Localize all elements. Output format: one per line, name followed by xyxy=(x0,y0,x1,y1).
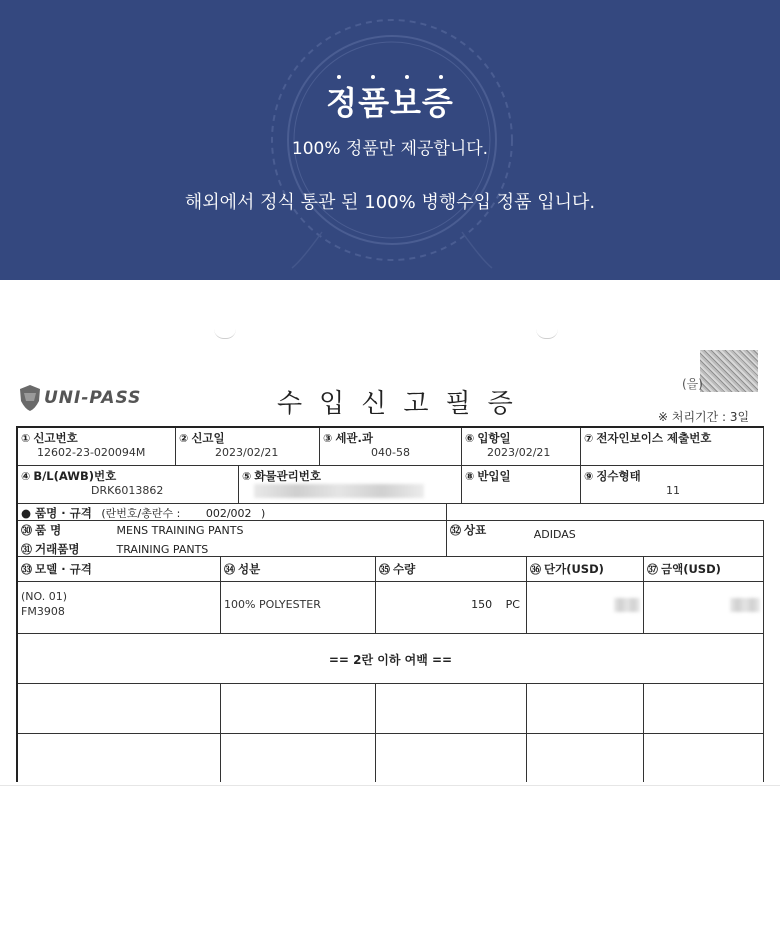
declaration-date: 2023/02/21 xyxy=(215,446,279,459)
col-unit-price: ㊱ 단가(USD) xyxy=(527,557,644,581)
item-header-row xyxy=(18,504,764,521)
blurred-stamp-area xyxy=(700,350,758,392)
logo-text: UNI-PASS xyxy=(44,388,142,408)
arrival-date-cell: ⑥ 입항일 2023/02/21 xyxy=(462,428,581,465)
item-name-row xyxy=(18,521,764,557)
quantity-cell xyxy=(376,582,527,633)
declaration-number-cell: ① 신고번호 12602-23-020094M xyxy=(18,428,176,465)
collection-type-cell: ⑨ 징수형태 11 xyxy=(581,466,764,503)
processing-period: ※ 처리기간 : 3일 xyxy=(658,410,750,424)
col-quantity: ㉟ 수량 xyxy=(376,557,527,581)
amount-cell xyxy=(644,582,764,633)
declaration-date-cell: ② 신고일 2023/02/21 xyxy=(176,428,320,465)
e-invoice-cell: ⑦ 전자인보이스 제출번호 xyxy=(581,428,764,465)
document-title: 수입신고필증 xyxy=(277,389,530,419)
customs-office-cell: ③ 세관.과 040-58 xyxy=(320,428,462,465)
punch-hole-mark xyxy=(214,329,236,339)
empty-table-row xyxy=(18,734,764,782)
item-header-cell: ● 품명 · 규격 (란번호/총란수 : 002/002 ) xyxy=(18,504,447,520)
brand-value: ADIDAS xyxy=(533,528,576,541)
quantity-unit: PC xyxy=(505,598,520,611)
quantity-value: 150 xyxy=(471,598,493,611)
remainder-row xyxy=(18,634,764,684)
declaration-number: 12602-23-020094M xyxy=(37,446,146,459)
bl-number: DRK6013862 xyxy=(91,484,164,497)
unipass-logo xyxy=(18,381,141,415)
item-name: MENS TRAINING PANTS xyxy=(116,524,244,537)
banner-description: 해외에서 정식 통관 된 100% 병행수입 정품 입니다. xyxy=(184,192,596,213)
material-cell xyxy=(221,582,376,633)
blank-remainder-note: == 2란 이하 여백 == xyxy=(18,634,764,683)
shield-icon xyxy=(18,383,42,413)
banner-title: 정품보증 xyxy=(326,84,454,122)
model-line-1: (NO. 01) xyxy=(21,590,68,603)
declaration-form xyxy=(16,426,764,782)
table-row xyxy=(18,582,764,634)
redacted-amount xyxy=(730,598,760,612)
col-material: ㉞ 성분 xyxy=(221,557,376,581)
authenticity-banner xyxy=(0,0,780,280)
arrival-date: 2023/02/21 xyxy=(487,446,551,459)
redacted-cargo-number xyxy=(254,484,424,498)
form-row xyxy=(18,466,764,504)
col-amount: ㊲ 금액(USD) xyxy=(644,557,764,581)
model-cell xyxy=(18,582,221,633)
stamp-label: (을) xyxy=(682,377,703,391)
collection-type: 11 xyxy=(666,484,680,497)
form-row xyxy=(18,428,764,466)
redacted-unit-price xyxy=(614,598,640,612)
empty-table-row xyxy=(18,684,764,734)
bl-number-cell: ④ B/L(AWB)번호 DRK6013862 xyxy=(18,466,239,503)
col-model: ㉝ 모델 · 규격 xyxy=(18,557,221,581)
item-name-cell: ㉚ 품 명 MENS TRAINING PANTS ㉛ 거래품명 TRAINING PANTS xyxy=(18,521,447,556)
customs-office: 040-58 xyxy=(371,446,410,459)
trade-name: TRAINING PANTS xyxy=(116,543,209,556)
import-declaration-document xyxy=(0,280,780,786)
unit-price-cell xyxy=(527,582,644,633)
table-header-row xyxy=(18,557,764,582)
entry-date-cell: ⑧ 반입일 xyxy=(462,466,581,503)
material-value: 100% POLYESTER xyxy=(224,598,321,611)
brand-cell: ㉜ 상표 ADIDAS xyxy=(447,521,764,556)
banner-subtitle: 100% 정품만 제공합니다. xyxy=(291,139,489,159)
punch-hole-mark xyxy=(536,329,558,339)
model-line-2: FM3908 xyxy=(21,605,65,618)
cargo-number-cell: ⑤ 화물관리번호 xyxy=(239,466,462,503)
